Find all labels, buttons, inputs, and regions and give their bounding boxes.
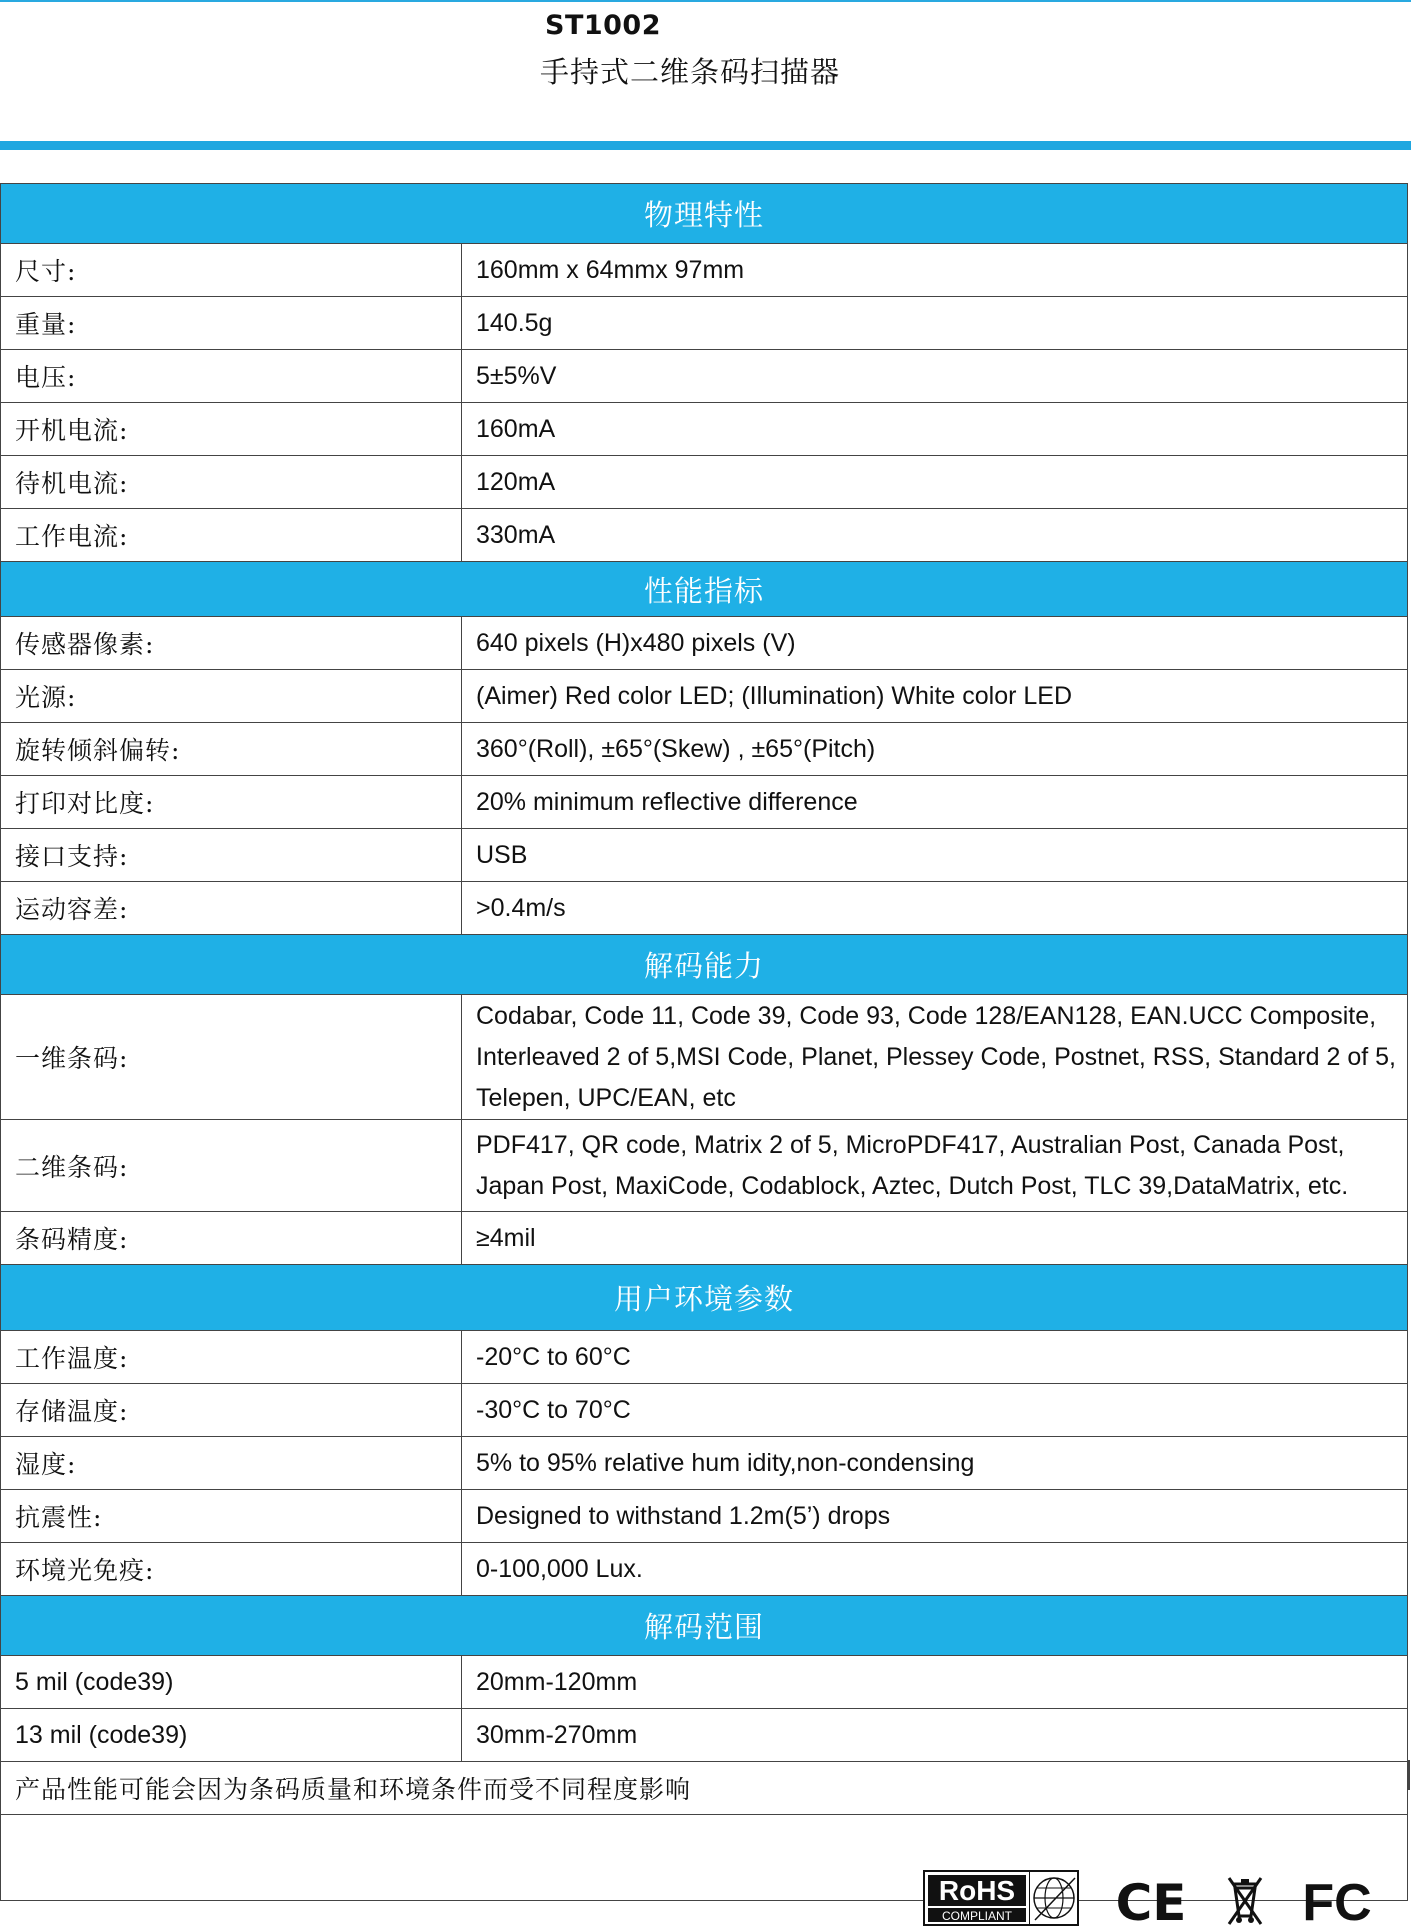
ce-mark-icon [1119,1874,1183,1926]
spec-table [0,183,1408,1901]
row-label: 二维条码: [1,1120,462,1212]
table-row [1,995,1408,1120]
table-row [1,1437,1408,1490]
rohs-compliant-logo [923,1870,1083,1926]
row-label: 运动容差: [1,882,462,935]
row-label: 抗震性: [1,1490,462,1543]
row-value: Designed to withstand 1.2m(5’) drops [462,1490,1408,1543]
section-title: 解码能力 [1,935,1408,995]
table-row [1,1212,1408,1265]
certifications-cell [1,1815,1408,1901]
row-value: 140.5g [462,297,1408,350]
section-header-performance [1,562,1408,617]
section-header-environment [1,1265,1408,1331]
fcc-mark-icon [1297,1872,1377,1928]
row-value: 5% to 95% relative hum idity,non-condensing [462,1437,1408,1490]
table-row [1,1490,1408,1543]
row-value: -20°C to 60°C [462,1331,1408,1384]
header-rule [0,141,1411,150]
table-row [1,297,1408,350]
row-value: 160mA [462,403,1408,456]
table-row [1,1656,1408,1709]
row-value: 640 pixels (H)x480 pixels (V) [462,617,1408,670]
product-model: ST1002 [545,10,661,41]
section-title: 用户环境参数 [1,1265,1408,1331]
section-title: 解码范围 [1,1596,1408,1656]
row-label: 存储温度: [1,1384,462,1437]
table-row [1,403,1408,456]
row-value: 120mA [462,456,1408,509]
row-label: 工作温度: [1,1331,462,1384]
table-row [1,456,1408,509]
weee-crossed-bin-icon [1225,1870,1265,1930]
table-row [1,1120,1408,1212]
table-row [1,829,1408,882]
row-label: 湿度: [1,1437,462,1490]
row-value: 330mA [462,509,1408,562]
svg-text:CE: CE [1116,1874,1187,1930]
row-value: 20% minimum reflective difference [462,776,1408,829]
table-row [1,1709,1408,1762]
row-label: 打印对比度: [1,776,462,829]
row-value: 5±5%V [462,350,1408,403]
row-label: 尺寸: [1,244,462,297]
row-label: 待机电流: [1,456,462,509]
table-row [1,723,1408,776]
section-title: 性能指标 [1,562,1408,617]
table-row [1,350,1408,403]
product-name: 手持式二维条码扫描器 [540,50,840,91]
row-value: >0.4m/s [462,882,1408,935]
row-value: 360°(Roll), ±65°(Skew) , ±65°(Pitch) [462,723,1408,776]
table-row [1,244,1408,297]
top-accent-line [0,0,1411,2]
section-header-decoding [1,935,1408,995]
table-row [1,509,1408,562]
certifications-row [1,1815,1408,1901]
row-label: 电压: [1,350,462,403]
table-row [1,617,1408,670]
row-label: 开机电流: [1,403,462,456]
section-title: 物理特性 [1,184,1408,244]
row-label: 环境光免疫: [1,1543,462,1596]
row-value: 30mm-270mm [462,1709,1408,1762]
row-value: 160mm x 64mmx 97mm [462,244,1408,297]
row-label: 条码精度: [1,1212,462,1265]
row-label: 13 mil (code39) [1,1709,462,1762]
footnote-row [1,1762,1408,1815]
page-edge-mark [1408,1760,1410,1790]
footnote: 产品性能可能会因为条码质量和环境条件而受不同程度影响 [1,1762,1408,1815]
row-value: 20mm-120mm [462,1656,1408,1709]
rohs-compliant-text: COMPLIANT [942,1909,1013,1923]
table-row [1,1384,1408,1437]
row-label: 工作电流: [1,509,462,562]
row-value: USB [462,829,1408,882]
table-row [1,670,1408,723]
row-label: 光源: [1,670,462,723]
row-label: 旋转倾斜偏转: [1,723,462,776]
section-header-physical [1,184,1408,244]
row-value: ≥4mil [462,1212,1408,1265]
row-label: 5 mil (code39) [1,1656,462,1709]
row-label: 一维条码: [1,995,462,1120]
row-value: -30°C to 70°C [462,1384,1408,1437]
row-label: 重量: [1,297,462,350]
row-value: PDF417, QR code, Matrix 2 of 5, MicroPDF417, Australian Post, Canada Post, Japan Post, MaxiCode, Codablock, Aztec, Dutch Post, TLC 39,DataMatrix, etc. [462,1120,1408,1212]
row-label: 传感器像素: [1,617,462,670]
row-value: 0-100,000 Lux. [462,1543,1408,1596]
table-row [1,1543,1408,1596]
row-value: Codabar, Code 11, Code 39, Code 93, Code 128/EAN128, EAN.UCC Composite, Interleaved 2 of 5,MSI Code, Planet, Plessey Code, Postnet, RSS, Standard 2 of 5, Telepen, UPC/EAN, etc [462,995,1408,1120]
table-row [1,776,1408,829]
row-label: 接口支持: [1,829,462,882]
table-row [1,882,1408,935]
rohs-text: RoHS [939,1875,1015,1906]
svg-text:FC: FC [1302,1874,1371,1930]
row-value: (Aimer) Red color LED; (Illumination) White color LED [462,670,1408,723]
table-row [1,1331,1408,1384]
section-header-range [1,1596,1408,1656]
